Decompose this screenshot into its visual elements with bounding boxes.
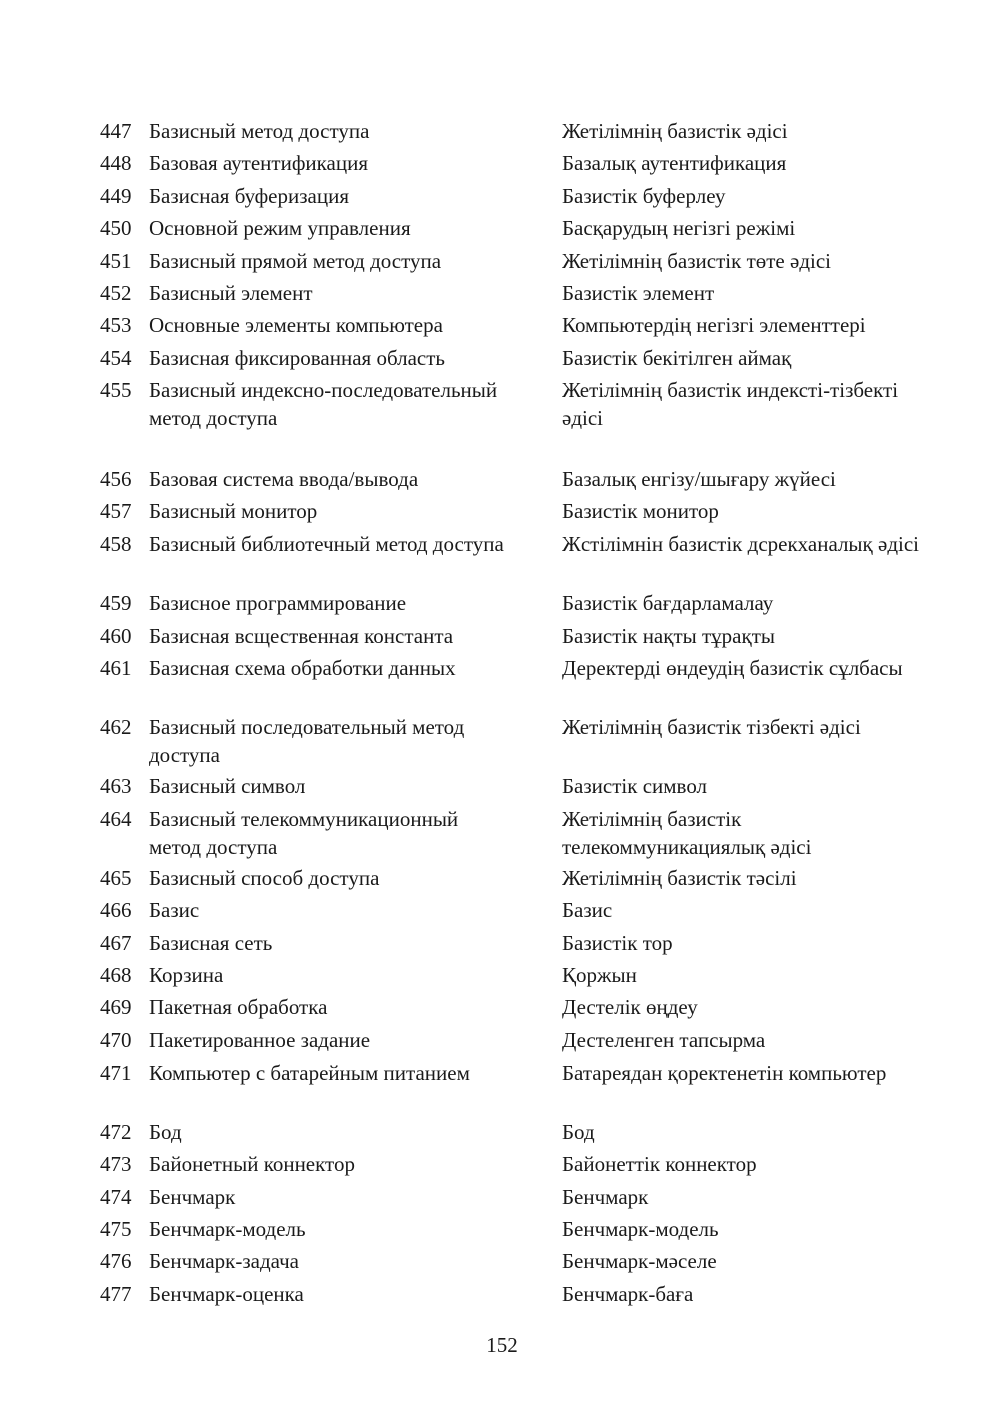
term-kazakh: Базистік тор: [562, 931, 673, 955]
term-russian: Базисная схема обработки данных: [149, 656, 456, 680]
term-russian: Основной режим управления: [149, 216, 411, 240]
term-russian: Базовая система ввода/вывода: [149, 467, 419, 491]
term-kazakh: Базистік бекітілген аймақ: [562, 346, 792, 370]
term-kazakh: Бод: [562, 1120, 595, 1144]
term-russian: Базисный элемент: [149, 281, 313, 305]
term-number: 458: [100, 532, 132, 556]
term-number: 477: [100, 1282, 132, 1306]
term-number: 464: [100, 807, 132, 831]
term-kazakh: Жетілімнің базистік тізбекті әдісі: [562, 715, 861, 739]
term-russian: Базисный способ доступа: [149, 866, 380, 890]
term-number: 475: [100, 1217, 132, 1241]
term-russian: Основные элементы компьютера: [149, 313, 443, 337]
term-number: 447: [100, 119, 132, 143]
term-kazakh: Базалық аутентификация: [562, 151, 787, 175]
term-kazakh: Жетілімнің базистік индексті-тізбекті әдісі: [562, 378, 899, 430]
term-kazakh: Дестеленген тапсырма: [562, 1028, 766, 1052]
term-kazakh: Байонеттік коннектор: [562, 1152, 757, 1176]
term-number: 452: [100, 281, 132, 305]
term-kazakh: Басқарудың негізгі режімі: [562, 216, 796, 240]
term-number: 466: [100, 898, 132, 922]
term-russian: Базисное программирование: [149, 591, 407, 615]
term-kazakh: Бенчмарк-баға: [562, 1282, 694, 1306]
term-russian: Базисный библиотечный метод доступа: [149, 532, 504, 556]
term-kazakh: Базистік монитор: [562, 499, 719, 523]
term-number: 448: [100, 151, 132, 175]
term-number: 453: [100, 313, 132, 337]
term-russian: Пакетная обработка: [149, 995, 328, 1019]
term-russian: Базисный индексно-последовательный метод доступа: [149, 378, 498, 430]
term-kazakh: Бенчмарк: [562, 1185, 649, 1209]
term-number: 470: [100, 1028, 132, 1052]
term-russian: Базисный символ: [149, 774, 306, 798]
term-russian: Базисный прямой метод доступа: [149, 249, 442, 273]
term-kazakh: Деректерді өндеудің базистік сұлбасы: [562, 656, 903, 680]
term-russian: Пакетированное задание: [149, 1028, 371, 1052]
term-number: 473: [100, 1152, 132, 1176]
term-kazakh: Базистік бағдарламалау: [562, 591, 774, 615]
term-russian: Бенчмарк-задача: [149, 1249, 300, 1273]
page-number: 152: [486, 1333, 518, 1357]
term-number: 469: [100, 995, 132, 1019]
term-number: 459: [100, 591, 132, 615]
term-number: 449: [100, 184, 132, 208]
term-russian: Базисная всщественная константа: [149, 624, 454, 648]
term-kazakh: Базистік символ: [562, 774, 708, 798]
term-kazakh: Базистік нақты тұрақты: [562, 624, 775, 648]
term-number: 456: [100, 467, 132, 491]
term-kazakh: Жетілімнің базистік төте әдісі: [562, 249, 831, 273]
term-kazakh: Жетілімнің базистік әдісі: [562, 119, 788, 143]
term-russian: Компьютер с батарейным питанием: [149, 1061, 470, 1085]
term-russian: Базисная фиксированная область: [149, 346, 445, 370]
term-number: 465: [100, 866, 132, 890]
term-kazakh: Батареядан қоректенетін компьютер: [562, 1061, 887, 1085]
term-russian: Базисный метод доступа: [149, 119, 370, 143]
term-number: 474: [100, 1185, 132, 1209]
term-number: 472: [100, 1120, 132, 1144]
term-russian: Базис: [149, 898, 200, 922]
term-kazakh: Қоржын: [562, 963, 637, 987]
term-number: 461: [100, 656, 132, 680]
term-kazakh: Базистік буферлеу: [562, 184, 726, 208]
term-number: 476: [100, 1249, 132, 1273]
term-russian: Бенчмарк: [149, 1185, 236, 1209]
term-russian: Базисная буферизация: [149, 184, 349, 208]
term-kazakh: Жетілімнің базистік телекоммуникациялық әдісі: [562, 807, 812, 859]
term-kazakh: Бенчмарк-модель: [562, 1217, 719, 1241]
term-russian: Базисная сеть: [149, 931, 273, 955]
term-number: 468: [100, 963, 132, 987]
term-russian: Бод: [149, 1120, 182, 1144]
term-number: 451: [100, 249, 132, 273]
term-number: 460: [100, 624, 132, 648]
term-number: 462: [100, 715, 132, 739]
term-kazakh: Компьютердің негізгі элементтері: [562, 313, 866, 337]
term-russian: Бенчмарк-модель: [149, 1217, 306, 1241]
term-russian: Базисный телекоммуникационный метод доступа: [149, 807, 459, 859]
term-russian: Бенчмарк-оценка: [149, 1282, 304, 1306]
term-kazakh: Жетілімнің базистік тәсілі: [562, 866, 797, 890]
term-kazakh: Жстілімнін базистік дсрекханалық әдісі: [562, 532, 919, 556]
term-russian: Базисный монитор: [149, 499, 318, 523]
term-kazakh: Базис: [562, 898, 613, 922]
term-number: 463: [100, 774, 132, 798]
term-number: 457: [100, 499, 132, 523]
term-russian: Корзина: [149, 963, 224, 987]
term-kazakh: Базалық енгізу/шығару жүйесі: [562, 467, 836, 491]
term-number: 454: [100, 346, 132, 370]
term-russian: Базовая аутентификация: [149, 151, 369, 175]
term-kazakh: Дестелік өңдеу: [562, 995, 698, 1019]
term-kazakh: Бенчмарк-мәселе: [562, 1249, 717, 1273]
term-number: 450: [100, 216, 132, 240]
term-russian: Байонетный коннектор: [149, 1152, 355, 1176]
term-kazakh: Базистік элемент: [562, 281, 715, 305]
term-russian: Базисный последовательный метод доступа: [149, 715, 465, 767]
term-number: 455: [100, 378, 132, 402]
term-number: 471: [100, 1061, 132, 1085]
term-number: 467: [100, 931, 132, 955]
